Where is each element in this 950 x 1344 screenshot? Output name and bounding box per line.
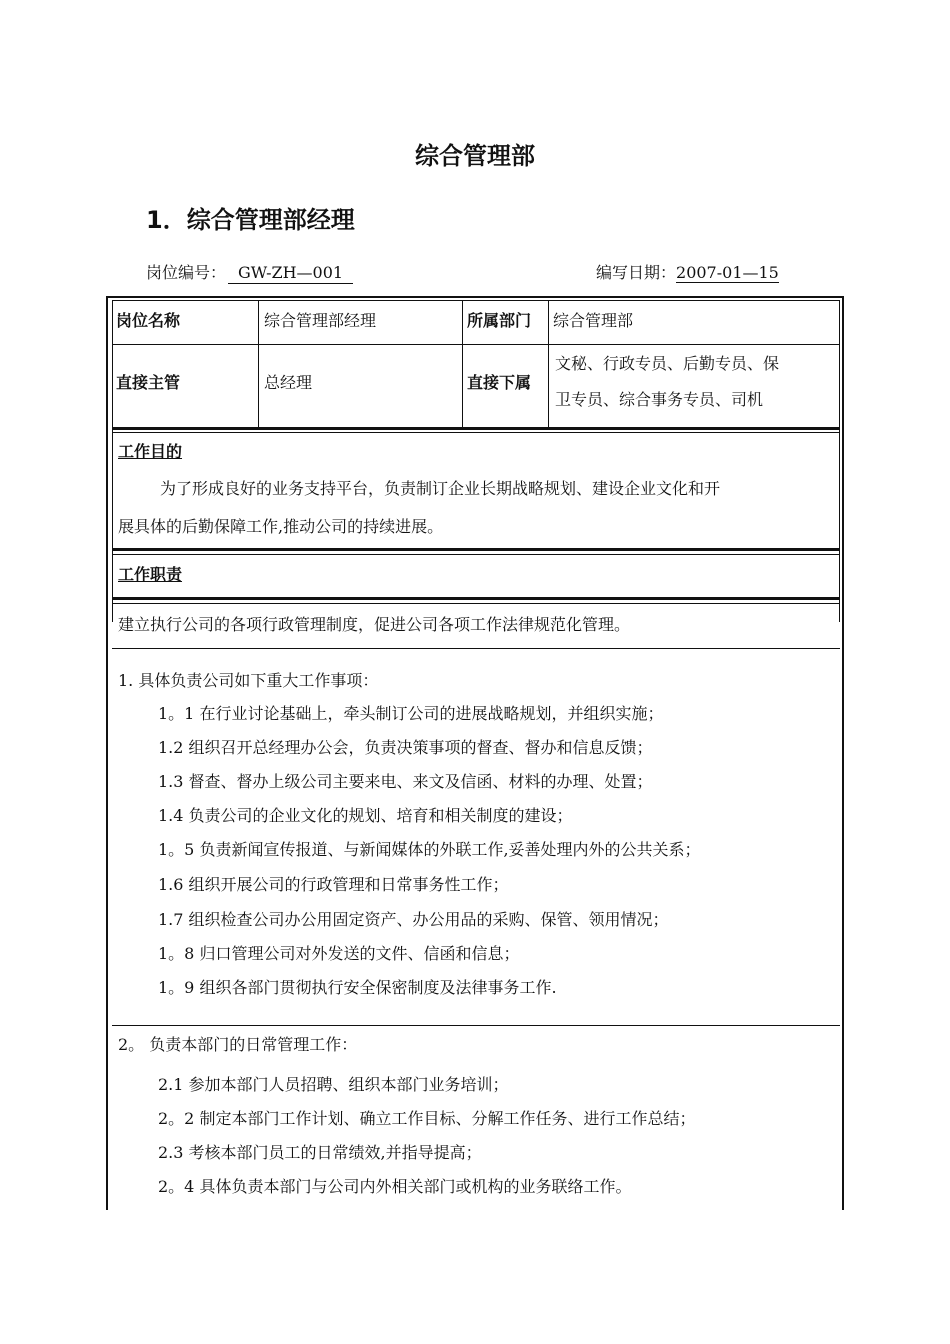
section-divider [112, 427, 840, 430]
purpose-text-line2: 展具体的后勤保障工作,推动公司的持续进展。 [118, 517, 444, 536]
duty-item: 2.1 参加本部门人员招聘、组织本部门业务培训； [158, 1075, 509, 1094]
section-heading: 1．综合管理部经理 [146, 206, 355, 234]
duty-item: 1。8 归口管理公司对外发送的文件、信函和信息； [158, 944, 520, 963]
date-row [596, 260, 779, 283]
position-code-value: GW-ZH—001 [228, 263, 353, 284]
supervisor-label: 直接主管 [116, 373, 181, 392]
duty-group-2-title: 2。 负责本部门的日常管理工作： [118, 1035, 358, 1054]
position-name-label: 岗位名称 [116, 311, 181, 330]
subordinates-label: 直接下属 [467, 373, 532, 392]
table-rule [112, 344, 840, 345]
position-code-row [146, 260, 353, 284]
table-rule [839, 300, 840, 427]
row-divider [112, 648, 840, 649]
duty-item: 1.2 组织召开总经理办公会，负责决策事项的督查、督办和信息反馈； [158, 738, 653, 757]
table-rule [462, 300, 463, 427]
date-value: 2007-01—15 [676, 263, 779, 282]
duty-item: 1.6 组织开展公司的行政管理和日常事务性工作； [158, 875, 509, 894]
section-divider [112, 603, 840, 604]
supervisor-value: 总经理 [264, 373, 313, 392]
table-rule [548, 300, 549, 427]
subordinates-value-line1: 文秘、行政专员、后勤专员、保 [555, 354, 780, 373]
section-divider [112, 432, 840, 433]
department-label: 所属部门 [467, 311, 532, 330]
date-label: 编写日期： [596, 263, 677, 282]
duty-item: 1.4 负责公司的企业文化的规划、培育和相关制度的建设； [158, 806, 573, 825]
duties-heading: 工作职责 [118, 565, 183, 584]
subordinates-value-line2: 卫专员、综合事务专员、司机 [555, 390, 764, 409]
position-code-label: 岗位编号： [146, 263, 227, 282]
duty-item: 1。9 组织各部门贯彻执行安全保密制度及法律事务工作. [158, 978, 557, 997]
table-rule [258, 300, 259, 427]
section-divider [112, 597, 840, 600]
position-name-value: 综合管理部经理 [264, 311, 377, 330]
table-rule [112, 300, 113, 427]
duty-item: 2。4 具体负责本部门与公司内外相关部门或机构的业务联络工作。 [158, 1177, 632, 1196]
document-title: 综合管理部 [415, 142, 535, 170]
duty-item: 2。2 制定本部门工作计划、确立工作目标、分解工作任务、进行工作总结； [158, 1109, 696, 1128]
duty-item: 1。1 在行业讨论基础上，牵头制订公司的进展战略规划，并组织实施； [158, 704, 664, 723]
duty-item: 1。5 负责新闻宣传报道、与新闻媒体的外联工作,妥善处理内外的公共关系； [158, 840, 701, 859]
purpose-heading: 工作目的 [118, 442, 183, 461]
duties-summary: 建立执行公司的各项行政管理制度，促进公司各项工作法律规范化管理。 [118, 615, 631, 634]
section-divider [112, 548, 840, 551]
duty-item: 1.7 组织检查公司办公用固定资产、办公用品的采购、保管、领用情况； [158, 910, 669, 929]
duty-group-1-title: 1. 具体负责公司如下重大工作事项： [118, 671, 379, 690]
department-value: 综合管理部 [553, 311, 634, 330]
table-rule [112, 427, 113, 622]
table-rule [112, 300, 840, 301]
row-divider [112, 1025, 840, 1026]
duty-item: 1.3 督查、督办上级公司主要来电、来文及信函、材料的办理、处置； [158, 772, 653, 791]
purpose-text-line1: 为了形成良好的业务支持平台，负责制订企业长期战略规划、建设企业文化和开 [160, 479, 721, 498]
section-divider [112, 554, 840, 555]
table-rule [839, 427, 840, 622]
duty-item: 2.3 考核本部门员工的日常绩效,并指导提高； [158, 1143, 482, 1162]
